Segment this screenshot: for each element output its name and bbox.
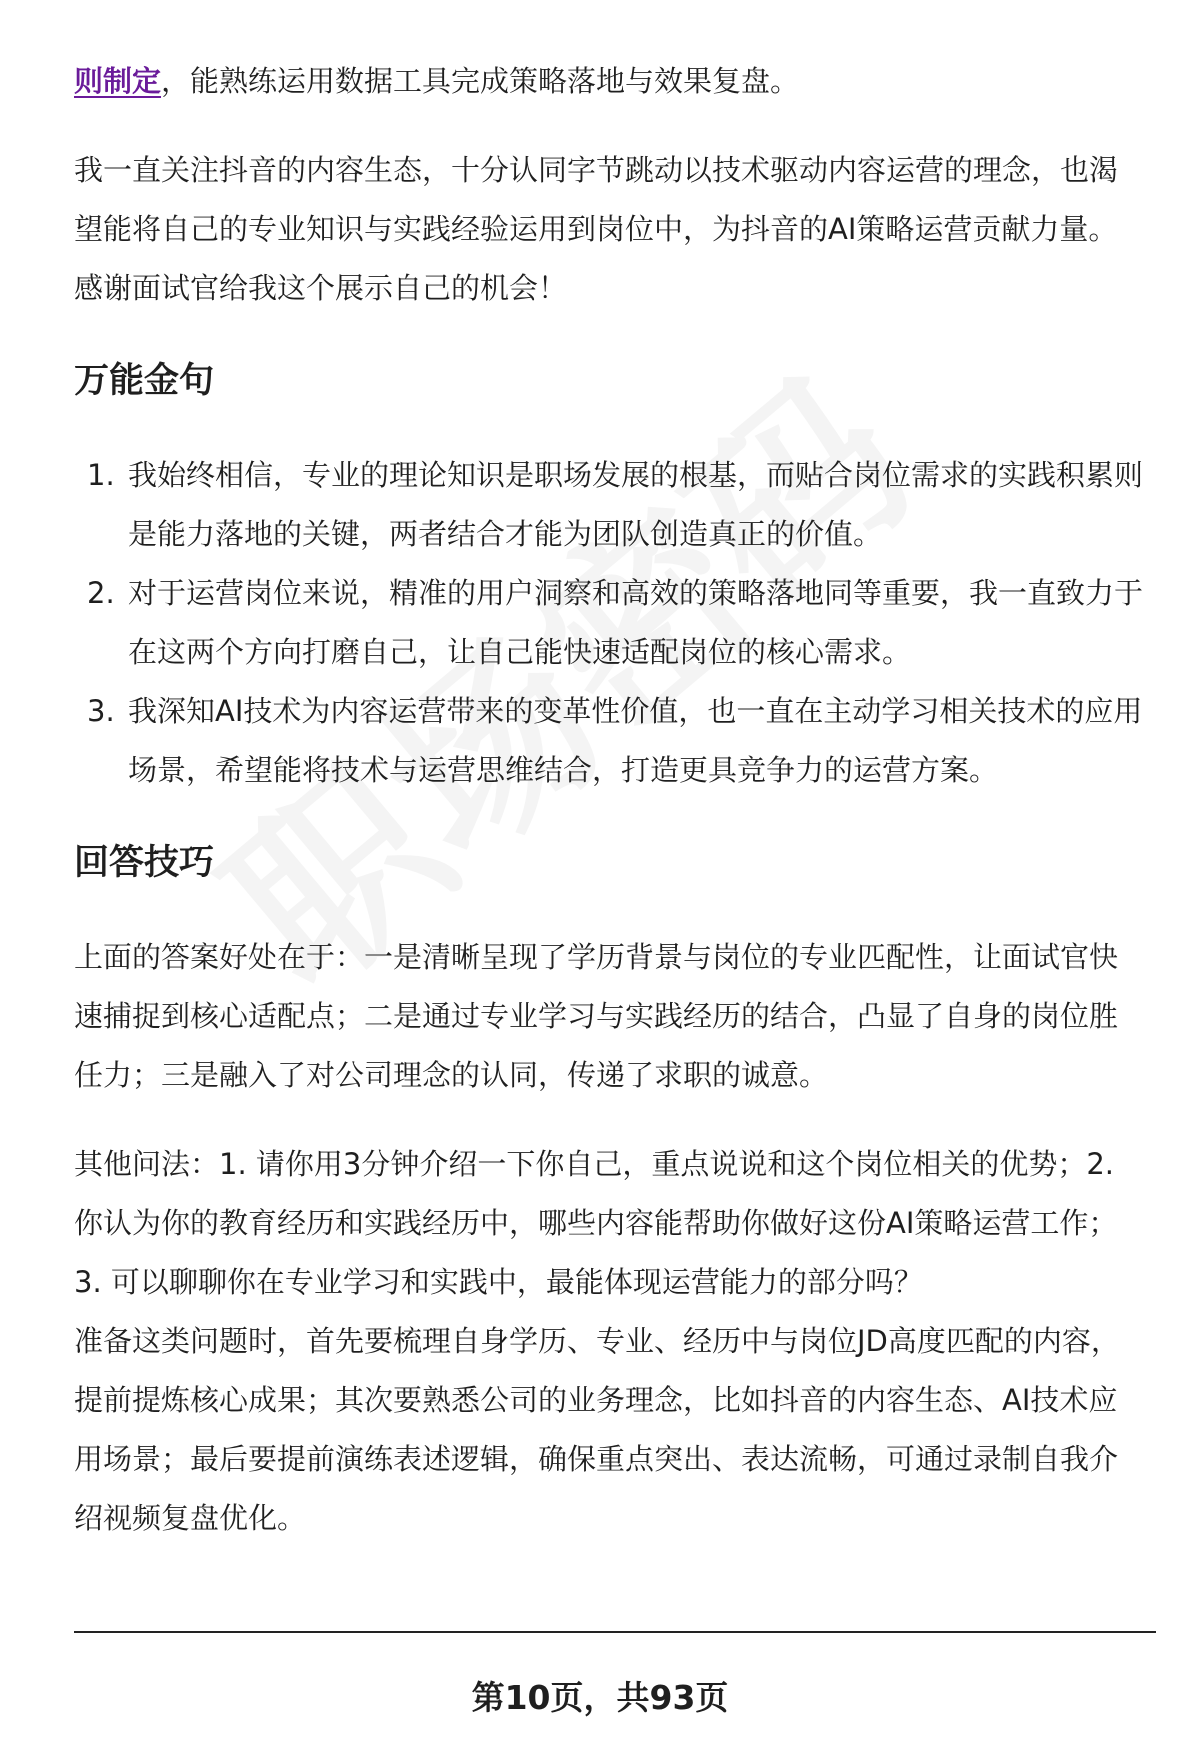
section-heading-quotes: 万能金句 [74, 361, 215, 401]
list-item-text: 对于运营岗位来说，精准的用户洞察和高效的策略落地同等重要，我一直致力于在这两个方向打磨自己，让自己能快速适配岗位的核心需求。 [128, 576, 1144, 669]
list-item [74, 564, 1144, 682]
list-item-text: 我深知AI技术为内容运营带来的变革性价值，也一直在主动学习相关技术的应用场景，希望能将技术与运营思维结合，打造更具竞争力的运营方案。 [128, 694, 1143, 787]
intro-text: ，能熟练运用数据工具完成策略落地与效果复盘。 [161, 64, 800, 98]
list-item-number: 2. [87, 576, 115, 610]
tips-paragraph: 上面的答案好处在于：一是清晰呈现了学历背景与岗位的专业匹配性，让面试官快速捕捉到核心适配点；二是通过专业学习与实践经历的结合，凸显了自身的岗位胜任力；三是融入了对公司理念的认同，传递了求职的诚意。 [74, 940, 1119, 1092]
page-number: 第10页，共93页 [471, 1678, 729, 1717]
intro-paragraph [74, 52, 1144, 111]
list-item [74, 446, 1144, 564]
list-item-number: 3. [87, 694, 115, 728]
preparation-paragraph: 准备这类问题时，首先要梳理自身学历、专业、经历中与岗位JD高度匹配的内容，提前提炼核心成果；其次要熟悉公司的业务理念，比如抖音的内容生态、AI技术应用场景；最后要提前演练表述逻辑，确保重点突出、表达流畅，可通过录制自我介绍视频复盘优化。 [74, 1324, 1120, 1535]
document-page [74, 52, 1144, 1548]
intro-emphasis: 则制定 [74, 64, 162, 98]
list-item-text: 我始终相信，专业的理论知识是职场发展的根基，而贴合岗位需求的实践积累则是能力落地的关键，两者结合才能为团队创造真正的价值。 [128, 458, 1144, 551]
closing-paragraph: 我一直关注抖音的内容生态，十分认同字节跳动以技术驱动内容运营的理念，也渴望能将自己的专业知识与实践经验运用到岗位中，为抖音的AI策略运营贡献力量。感谢面试官给我这个展示自己的机会！ [74, 153, 1119, 305]
quotes-list [74, 446, 1144, 800]
section-heading-tips: 回答技巧 [74, 843, 215, 883]
list-item [74, 682, 1144, 800]
list-item-number: 1. [87, 458, 115, 492]
footer-divider [74, 1631, 1156, 1633]
alternative-questions-paragraph: 其他问法：1. 请你用3分钟介绍一下你自己，重点说说和这个岗位相关的优势；2. 你认为你的教育经历和实践经历中，哪些内容能帮助你做好这份AI策略运营工作；3. 可以聊聊你在专业学习和实践中，最能体现运营能力的部分吗？ [74, 1147, 1118, 1299]
